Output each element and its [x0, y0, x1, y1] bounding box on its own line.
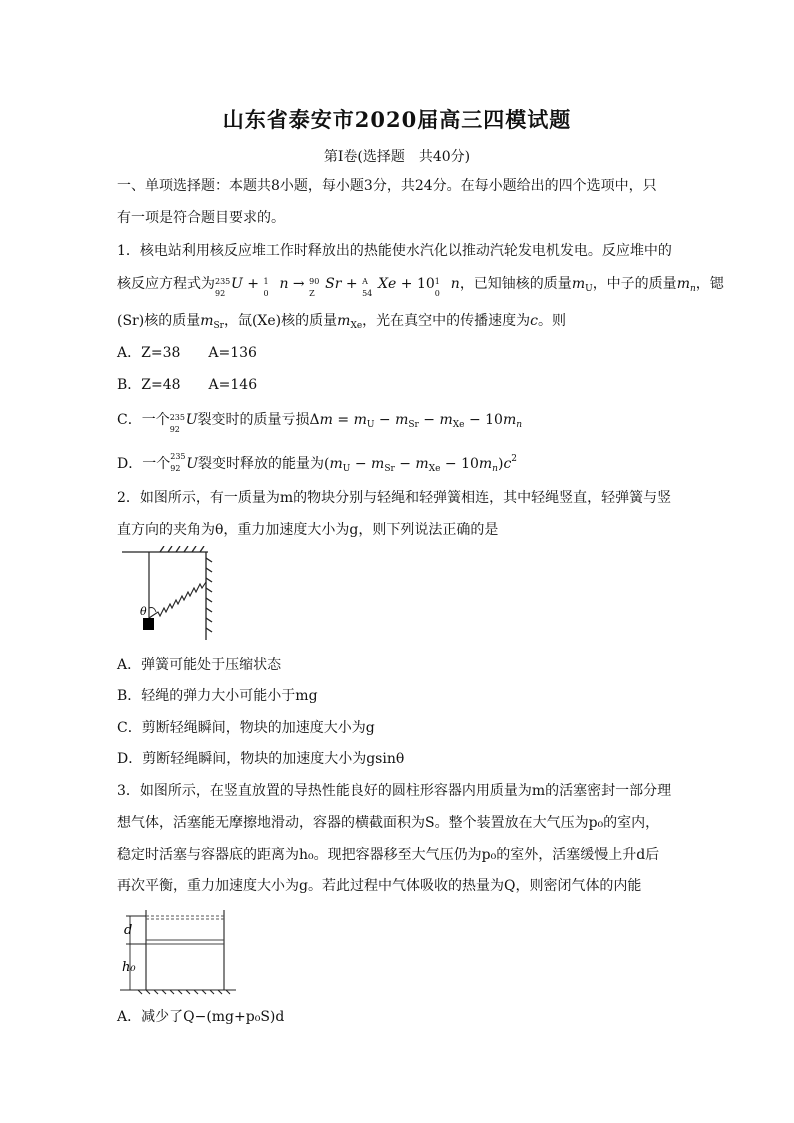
page-title: 山东省泰安市2020届高三四模试题: [222, 107, 572, 132]
container: [146, 910, 224, 990]
q1-optd-text: 裂变时释放的能量为: [198, 456, 325, 472]
section-instruction-line2: 有一项是符合题目要求的。: [117, 210, 285, 226]
label-d: d: [124, 923, 133, 938]
q2-option-d: D．剪断轻绳瞬间，物块的加速度大小为gsinθ: [117, 751, 405, 767]
q1-line2-prefix: 核反应方程式为: [117, 276, 215, 292]
q1-option-a: A．Z=38 A=136: [117, 345, 257, 361]
q1-line3-a: (Sr)核的质量: [117, 313, 201, 329]
q1-mass-n: $m_n$: [676, 276, 696, 294]
q1-option-b: B．Z=48 A=146: [117, 377, 258, 393]
q3-stem-line1: 3．如图所示，在竖直放置的导热性能良好的圆柱形容器内用质量为m的活塞密封一部分理: [117, 783, 672, 799]
q1-line2-mid: ，中子的质量: [592, 276, 677, 292]
label-h0: h₀: [122, 960, 136, 975]
cylinder-piston-figure: [118, 904, 238, 996]
q3-stem-line3: 稳定时活塞与容器底的距离为h₀。现把容器移至大气压仍为p₀的室外，活塞缓慢上升d后: [117, 847, 660, 863]
q1-reaction-equation: 235 92 U + 1 0 n → 90 Z Sr + A 54 Xe + 10 1 0 n: [215, 276, 460, 298]
q1-line2-end: ，锶: [695, 276, 724, 292]
q3-stem-line4: 再次平衡，重力加速度大小为g。若此过程中气体吸收的热量为Q，则密闭气体的内能: [117, 878, 642, 894]
q1-option-c: C．一个 235 92 U裂变时的质量亏损$\Delta m = m_U - m_{Sr} - m_{Xe} - 10m_n$: [117, 412, 523, 434]
block: [143, 618, 154, 630]
q3-option-a: A．减少了Q−(mg+p₀S)d: [117, 1009, 285, 1025]
section-subtitle: 第Ⅰ卷(选择题 共40分): [323, 149, 471, 165]
section-instruction-line1: 一、单项选择题：本题共8小题，每小题3分，共24分。在每小题给出的四个选项中，只: [117, 178, 657, 194]
q2-option-c: C．剪断轻绳瞬间，物块的加速度大小为g: [117, 720, 375, 736]
piston-top-position: [146, 916, 224, 919]
q2-option-b: B．轻绳的弹力大小可能小于mg: [117, 688, 318, 704]
q1-line3-c: ，光在真空中的传播速度为: [362, 313, 531, 329]
q1-line2-suffix: ，已知铀核的质量: [459, 276, 572, 292]
piston-initial-position: [146, 940, 224, 944]
q3-stem-line2: 想气体，活塞能无摩擦地滑动，容器的横截面积为S。整个装置放在大气压为p₀的室内，: [117, 815, 660, 831]
theta-label: θ: [140, 605, 147, 618]
wall-support: [206, 552, 212, 640]
q1-optc-prefix: C．一个: [117, 412, 170, 428]
spring-coil: [149, 582, 206, 618]
spring-rope-figure: [120, 546, 220, 642]
q1-mass-u: $m_U$: [571, 276, 593, 294]
ground-hatch: [120, 990, 236, 994]
q1-optc-text: 裂变时的质量亏损: [197, 412, 310, 428]
q2-stem-line2: 直方向的夹角为θ，重力加速度大小为g，则下列说法正确的是: [117, 522, 499, 538]
q1-optd-prefix: D．一个: [117, 456, 171, 472]
q1-stem-line2: [117, 274, 724, 299]
q1-line3-b: ，氙(Xe)核的质量: [223, 313, 338, 329]
q1-line3-d: 。则: [538, 313, 567, 329]
q1-stem-line3: (Sr)核的质量$m_{Sr}$，氙(Xe)核的质量$m_{Xe}$，光在真空中的传播速度为c。则: [117, 313, 567, 331]
q2-option-a: A．弹簧可能处于压缩状态: [117, 657, 282, 673]
q1-option-d: D．一个 235 92 U裂变时释放的能量为$(m_U - m_{Sr} - m_{Xe} - 10m_n)c^2$: [117, 452, 518, 474]
theta-arc: [149, 608, 156, 613]
q2-stem-line1: 2．如图所示，有一质量为m的物块分别与轻绳和轻弹簧相连，其中轻绳竖直，轻弹簧与竖: [117, 490, 672, 506]
q1-stem-line1: 1．核电站利用核反应堆工作时释放出的热能使水汽化以推动汽轮发电机发电。反应堆中的: [117, 243, 672, 259]
ceiling-support: [122, 546, 208, 552]
